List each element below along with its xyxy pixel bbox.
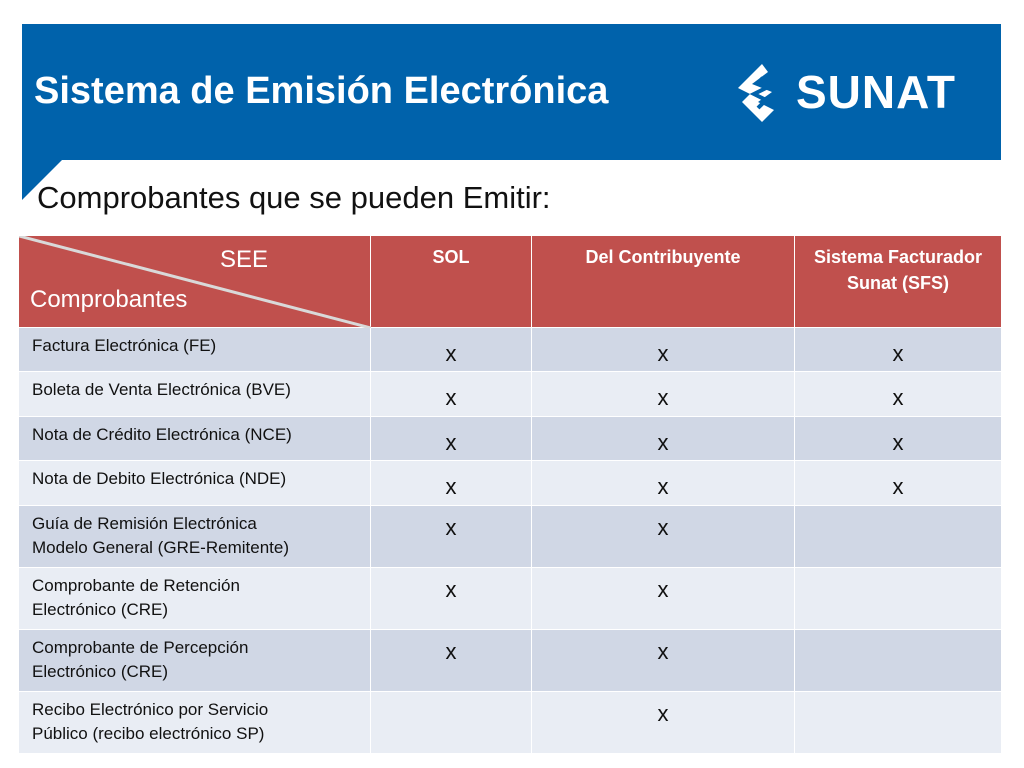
support-mark [795,568,1002,630]
row-label-line: Modelo General (GRE-Remitente) [32,538,289,557]
support-mark: x [371,461,532,506]
table-row [19,692,1002,754]
corner-header-cell [19,236,371,328]
table-row [19,461,1002,506]
table-row [19,568,1002,630]
row-label [19,692,371,754]
row-label-line: Factura Electrónica (FE) [32,336,217,355]
support-mark: x [371,568,532,630]
support-mark: x [532,461,795,506]
table-row [19,372,1002,417]
support-mark: x [795,417,1002,461]
support-mark: x [795,372,1002,417]
support-mark [795,692,1002,754]
row-label-line: Comprobante de Retención [32,576,240,595]
support-mark [371,692,532,754]
section-subtitle: Comprobantes que se pueden Emitir: [37,180,551,215]
support-mark: x [532,568,795,630]
row-label-line: Nota de Debito Electrónica (NDE) [32,469,287,488]
row-label [19,630,371,692]
row-label-line: Boleta de Venta Electrónica (BVE) [32,380,291,399]
table-row [19,417,1002,461]
support-mark [795,630,1002,692]
support-mark: x [532,372,795,417]
table-header-row [19,236,1002,328]
support-mark: x [371,328,532,372]
slide-title: Sistema de Emisión Electrónica [34,70,609,112]
row-label [19,372,371,417]
support-mark: x [532,328,795,372]
row-label-line: Público (recibo electrónico SP) [32,724,265,743]
support-mark: x [371,417,532,461]
support-mark: x [532,692,795,754]
column-header-contribuyente: Del Contribuyente [532,236,795,328]
sunat-logo-text: SUNAT [796,66,957,118]
support-mark: x [795,328,1002,372]
support-mark [795,506,1002,568]
row-label [19,328,371,372]
table-row [19,328,1002,372]
support-mark: x [532,417,795,461]
support-mark: x [371,506,532,568]
table-row [19,630,1002,692]
row-label-line: Electrónico (CRE) [32,662,169,681]
row-label-line: Electrónico (CRE) [32,600,169,619]
row-label [19,417,371,461]
support-mark: x [371,372,532,417]
comprobantes-table [18,235,1001,754]
row-label-line: Nota de Crédito Electrónica (NCE) [32,425,292,444]
row-label-line: Comprobante de Percepción [32,638,249,657]
corner-see-label: SEE [220,246,269,273]
column-header-sfs: Sistema Facturador Sunat (SFS) [795,236,1002,328]
support-mark: x [795,461,1002,506]
table-row [19,506,1002,568]
row-label [19,506,371,568]
support-mark: x [532,630,795,692]
corner-comprobantes-label: Comprobantes [30,286,188,313]
column-header-sol: SOL [371,236,532,328]
support-mark: x [532,506,795,568]
row-label [19,461,371,506]
row-label-line: Recibo Electrónico por Servicio [32,700,269,719]
row-label-line: Guía de Remisión Electrónica [32,514,257,533]
support-mark: x [371,630,532,692]
row-label [19,568,371,630]
